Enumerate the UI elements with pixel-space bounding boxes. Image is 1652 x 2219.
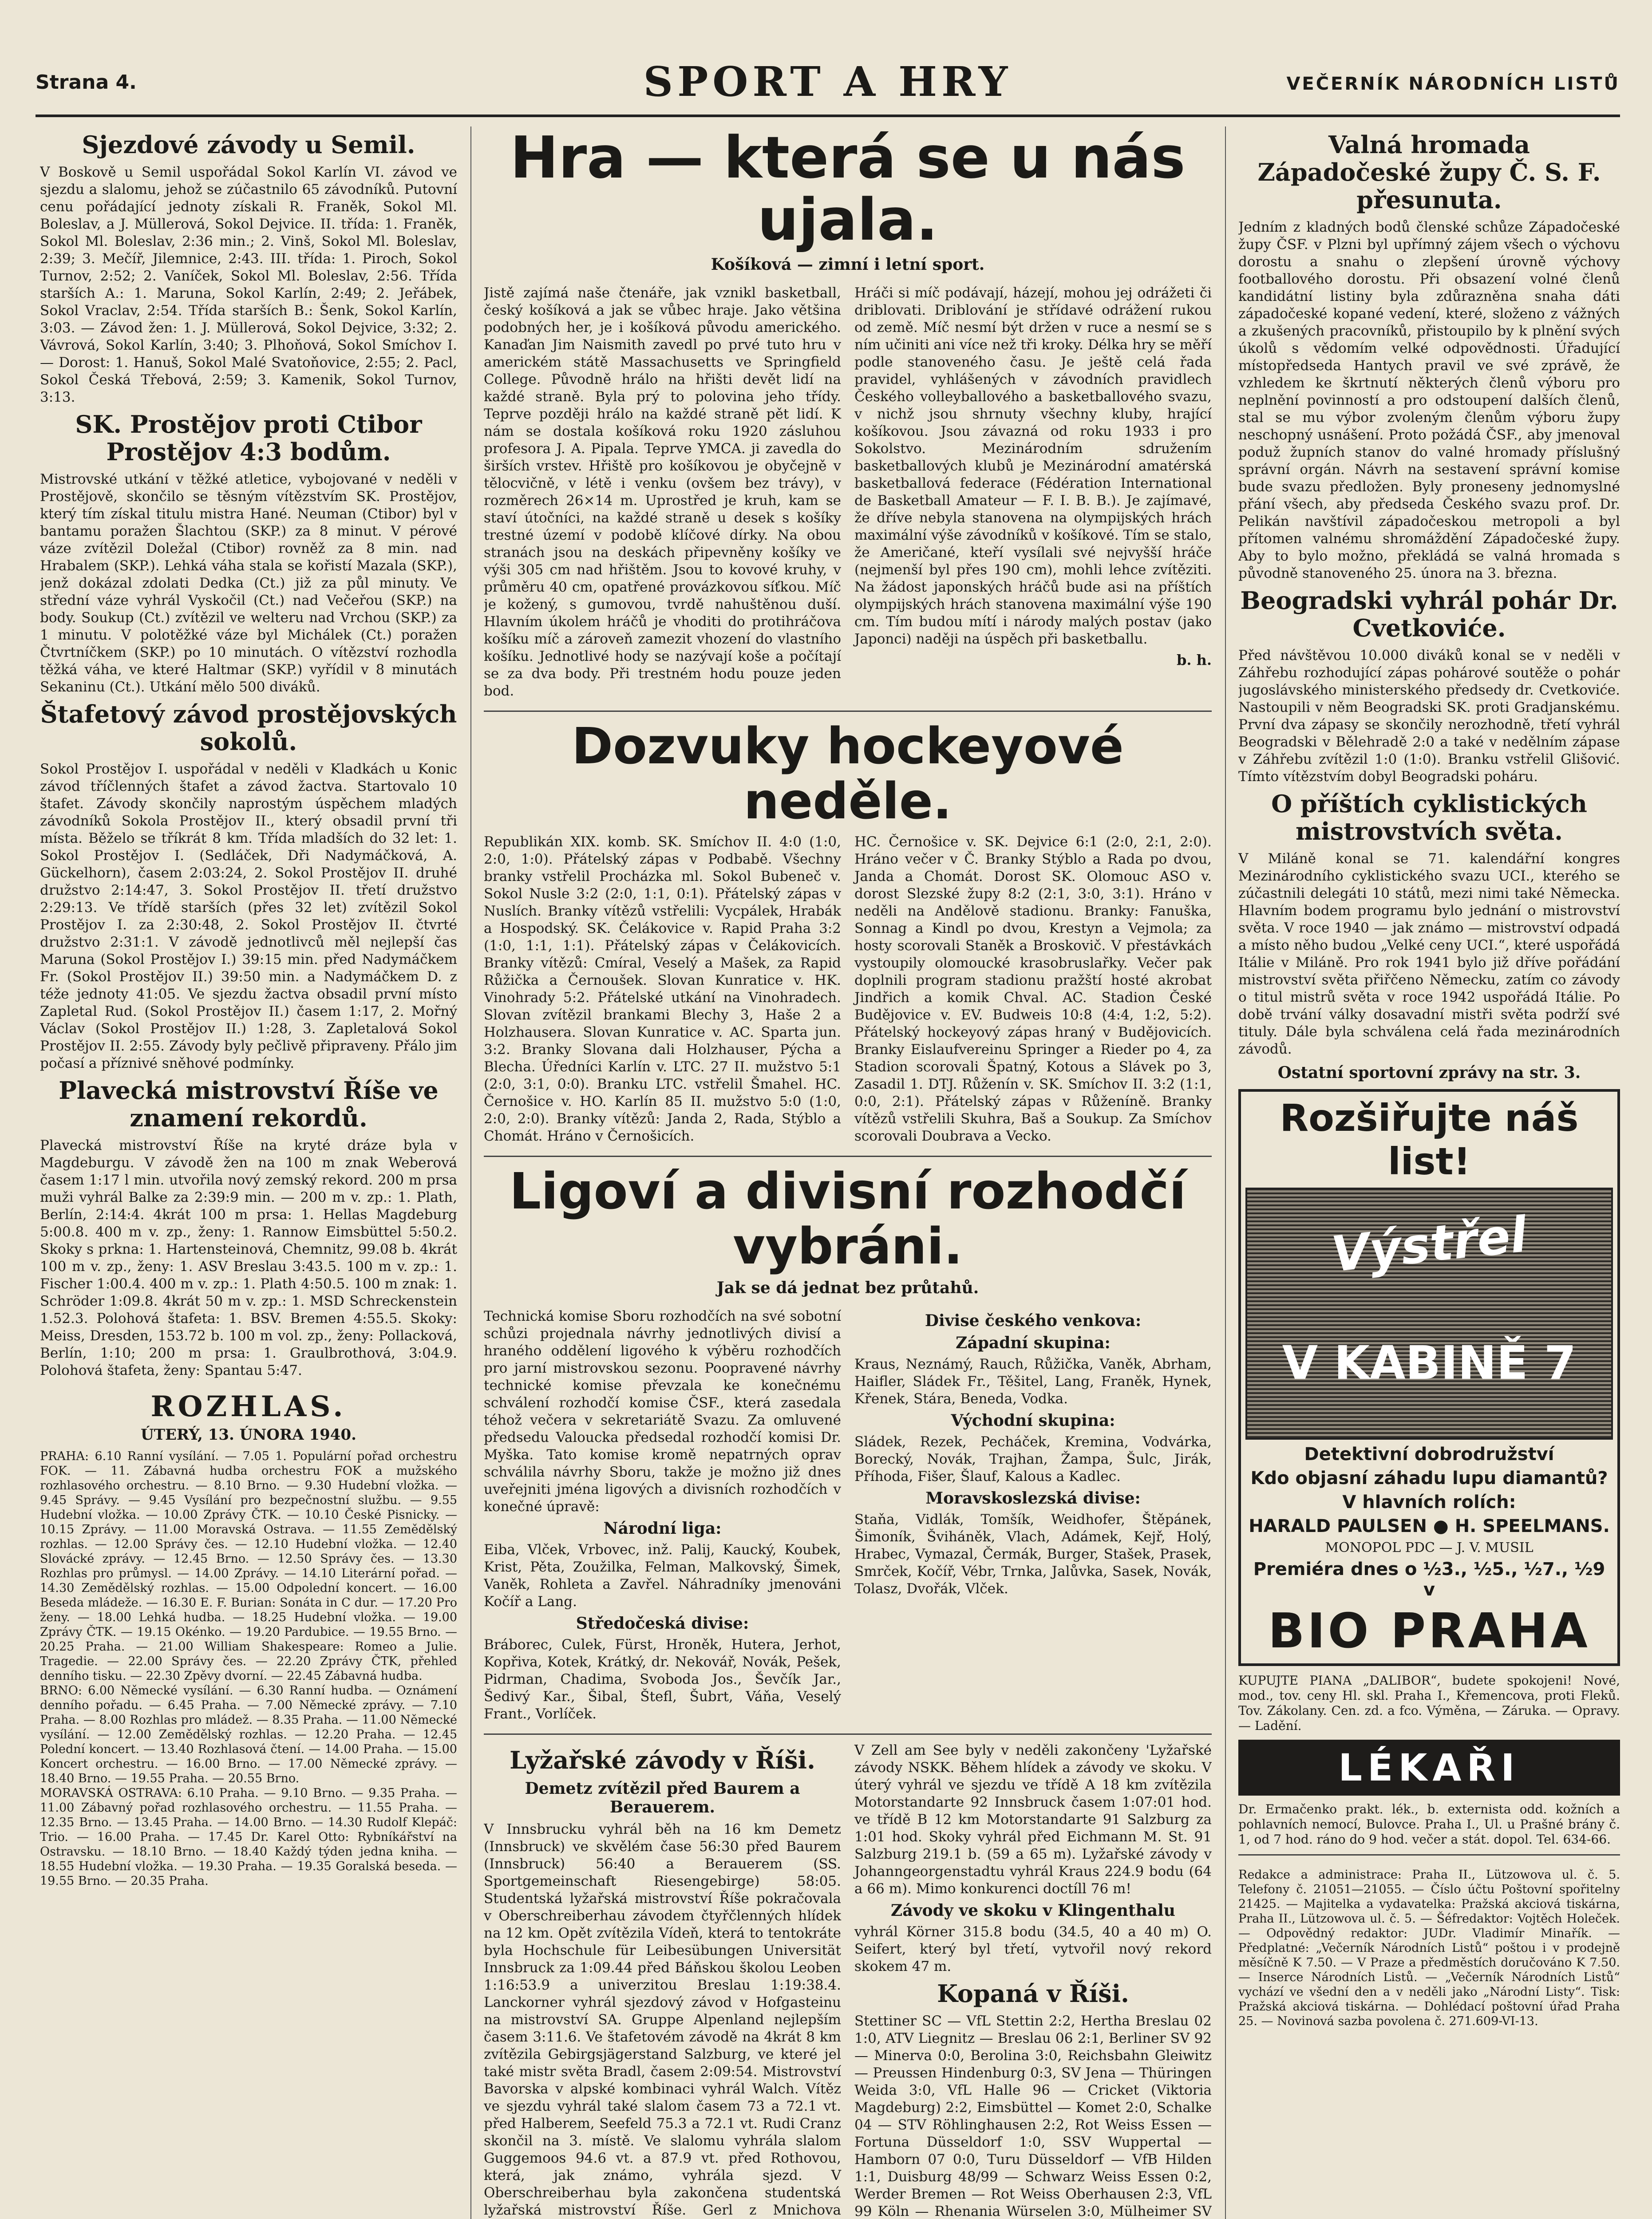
separator: [484, 1733, 1212, 1735]
hockey-columns: [484, 833, 1212, 1149]
article-text: Mistrovské utkání v těžké atletice, vybojované v neděli v Prostějově, skončilo se těsným vítězstvím SK. Prostějov, který tím získal titulu mistra Hané. Neuman (Ctibor) byl v bantamu poražen Šlachtou (SKP.) za 8 minut. V pérové váze zvítězil Doležal (Ctibor) rovněž za 8 min. nad Hrabalem (SKP.). Lehká váha stala se kořistí Mazala (SKP.), jenž dokázal zdolati Dedka (Ct.) již za půl minuty. Ve střední váze vyhrál Vyskočil (Ct.) nad Večeřou (SKP.) na body. Soukup (Ct.) zvítězil ve welteru nad Vrchou (SKP.) za 1 minutu. V polotěžké váze byl Michálek (Ct.) poražen Čtvrtníčkem (SKP.) po 10 minutách. O vítězství rozhodla těžká váha, ve které Haltmar (SKP.) vyřídil v 8 minutách Sekaninu (Ct.). Utkání mělo 500 diváků.: [40, 471, 457, 695]
referees-columns: [484, 1308, 1212, 1726]
film-cast: HARALD PAULSEN ● H. SPEELMANS.: [1249, 1516, 1610, 1536]
column-divider: [470, 126, 471, 2219]
article-title: Plavecká mistrovství Říše ve znamení rekordů.: [59, 1076, 439, 1132]
article-text: Sládek, Rezek, Pecháček, Kremina, Vodvárka, Borecký, Novák, Trajhan, Žampa, Šulc, Jirák, Příhoda, Fišer, Šlauf, Kalous a Kadlec.: [854, 1434, 1212, 1485]
doctor-ad: Dr. Ermačenko prakt. lék., b. externista odd. kožních a pohlavních nemocí, Bulovce. Praha I., Ul. u Prašné brány č. 1, od 7 hod. ráno do 9 hod. večer a stát. dopol. Tel. 634-66.: [1238, 1802, 1620, 1847]
headline-referees: Ligoví a divisní rozhodčí vybráni.: [509, 1163, 1186, 1275]
separator: [484, 1156, 1212, 1157]
article-text: Jistě zajímá naše čtenáře, jak vznikl basketball, český košíková a jak se vůbec hraje. Jako většina podobných her, je i košíková původu amerického. Kanaďan Jim Naismith zavedl po prvé tuto hru v americkém státě Massachusetts ve Springfield College. Původně hrálo na hřišti devět lidí na každé straně. Byla prý to polovina jeho třídy. Teprve později hrálo na každé straně pět lidí. K nám se dostala košíková roku 1920 zásluhou profesora J. A. Pipala. Teprve YMCA. ji zavedla do širších vrstev. Hřiště pro košíkovou je obyčejně v tělocvičně, v létě i venku (ovšem bez trávy), v rozměrech 26×14 m. Uprostřed je kruh, kam se staví útočníci, na každé straně u desek s košíky trestné území v podobě klíčové dírky. Na obou stranách jsou na deskách připevněny košíky ve výši 305 cm nad hřištěm. Jsou to kovové kruhy, v průměru 40 cm, opatřené provázkovou síťkou. Míč je kožený, s gumovou, tvrdě nahuštěnou duší. Hlavním úkolem hráčů je vhoditi do protihráčova košíku míč a zároveň zamezit vhození do vlastního košíku. Jednotlivé hody se nazývají koše a počítají se za dva body. Při trestném hodu pouze jeden bod.: [484, 285, 841, 699]
article-text: V Zell am See byly v neděli zakončeny 'Lyžařské závody NSKK. Během hlídek a závody ve skoku. V úterý vyhrál ve sjezdu ve třídě A 18 km zvítězila Motorstandarte 92 Innsbruck časem 1:07:01 hod. ve třídě B 12 km Motorstandarte 91 Salzburg za 1:01 hod. Skoky vyhrál před Eichmann M. St. 91 Salzburg 219.1 b. (59 a 65 m). Lyžařské závody v Johanngeorgenstadtu vyhrál Kraus 224.9 bodu (64 a 66 m). Mimo konkurenci doctíll 76 m!: [854, 1742, 1212, 1897]
page-header: [36, 58, 1620, 111]
page-number: Strana 4.: [36, 71, 137, 94]
article-text: Republikán XIX. komb. SK. Smíchov II. 4:0 (1:0, 2:0, 1:0). Přátelský zápas v Podbabě. Všechny branky vstřelil Procházka ml. Sokol Bubeneč v. Sokol Nusle 3:2 (2:0, 1:1, 0:1). Přátelský zápas v Nuslích. Branky vítězů vstřelili: Vycpálek, Hrabák a Hospodský. SK. Čelákovice v. Rapid Praha 3:2 (1:0, 1:1, 1:1). Přátelský zápas v Čelákovicích. Branky vítězů: Cmíral, Veselý a Mašek, za Rapid Růžička a Černoušek. Slovan Kunratice v. HK. Vinohrady 5:2. Přátelské utkání na Vinohradech. Slovan zvítězil brankami Blechy 3, Haše 2 a Holzhausera. Slovan Kunratice v. AC. Sparta jun. 3:2. Branky Slovana dali Holzhauser, Pýcha a Blecha. Úředníci Karlín v. LTC. 27 II. mužstvo 5:1 (2:0, 3:1, 0:0). Branku LTC. vstřelil Šmahel. HC. Černošice v. HO. Karlín 85 II. mužstvo 5:0 (1:0, 2:0, 2:0). Branky vítězů: Janda 2, Rada, Stýblo a Chomát. Hráno v Černošicích.: [484, 834, 841, 1144]
article-title: SK. Prostějov proti Ctibor Prostějov 4:3 bodům.: [75, 410, 422, 466]
film-premiere: Premiéra dnes o ½3., ½5., ½7., ½9 v: [1253, 1559, 1605, 1600]
article-title: O příštích cyklistických mistrovstvích světa.: [1271, 790, 1587, 845]
article-title: Štafetový závod prostějovských sokolů.: [40, 700, 457, 756]
basketball-columns: [484, 284, 1212, 703]
article-text: Hráči si míč podávají, házejí, mohou jej odrážeti či driblovati. Driblování je střídavé odrážení rukou od země. Míč nesmí být držen v ruce a nesmí se s ním učiniti ani více než tři kroky. Délka hry se měří podle stanoveného času. Je ještě celá řada pravidel, vyhlášených v závodních pravidlech Českého volleyballového a basketballového svazu, v nichž jsou shrnuty všechny kluby, hrající košíkovou. Jsou závazná od roku 1933 i pro Sokolstvo. Mezinárodním sdružením basketballových klubů je Mezinárodní amatérská basketballová federace (Fédération International de Basketball Amateur — F. I. B. B.). Je zajímavé, že dříve nebyla stanovena na olympijských hrách maximální výše závodníků v košíkové. Tím se stalo, že Američané, kteří vysílali své nejvyšší hráče (nejmenší byl přes 190 cm), mohli lehce zvítěziti. Na žádost japonských hráčů bude asi na příštích olympijských hrách stanovena maximální výše 190 cm. Tím budou mítí i národy malých postav (jako Japonci) naději na úspěch při basketballu.: [854, 285, 1212, 647]
article-text: Kraus, Neznámý, Rauch, Růžička, Vaněk, Abrham, Haifler, Sládek Fr., Těšitel, Lang, Franěk, Hynek, Křenek, Stára, Beneda, Vodka.: [854, 1356, 1212, 1407]
article-title: Lyžařské závody v Říši.: [510, 1746, 815, 1774]
separator: [1238, 1854, 1620, 1856]
article-text: V Innsbrucku vyhrál běh na 16 km Demetz (Innsbruck) ve skvělém čase 56:30 před Baurem (Innsbruck) 56:40 a Berauerem (SS. Sportgemeinschaft Riesengebirge) 58:05. Studentská lyžařská mistrovství Říše pokračovala v Oberschreiberhau závodem čtyřčlenných hlídek na 12 km. Opět zvítězila Vídeň, která to tentokráte byla Hochschule für Leibesübungen Universität Innsbruck za 1:09.44 před Báňskou školou Leoben 1:16:53.9 a univerzitou Breslau 1:19:38.4. Lanckorner vyhrál sjezdový závod v Hofgasteinu na mistrovství SA. Gruppe Alpenland nejlepším časem 3:11.6. Ve štafetovém závodě na 4krát 8 km zvítězila Gebirgsjägerstand Salzburg, ve které jel také mistr světa Bradl, časem 2:09:54. Mistrovství Bavorska v alpské kombinaci vyhrál Walch. Vítěz ve sjezdu vyhrál také slalom časem 73 a 72.1 vt. před Halberem, Seefeld 75.3 a 72.1 vt. Rudi Cranz skončil na 3. místě. Ve slalomu vyhrála slalom Guggemoos 94.6 vt. a 87.9 vt. před Rothovou, která, jak známo, vyhrála sjezd. V Oberschreiberhau byla zakončena studentská lyžařská mistrovství Říše. Gerl z Mnichova: [484, 1821, 841, 2218]
film-subtitle: V KABINĚ 7: [1282, 1336, 1577, 1390]
film-roles: V hlavních rolích:: [1342, 1492, 1516, 1512]
article-text: HC. Černošice v. SK. Dejvice 6:1 (2:0, 2:1, 2:0). Hráno večer v Č. Branky Stýblo a Rada po dvou, Janda a Chomát. Dorost SK. Olomouc ASO v. dorost Slezské župy 8:2 (2:1, 3:0, 3:1). Hráno v neděli na Andělově stadionu. Branky: Fanuška, Sonnag a Kindl po dvou, Krestyn a Vejmola; za hosty scorovali Staněk a Broskovič. V přestávkách vystoupily olomoucké krasobruslařky. Večer pak doplnili program stadionu pražští hosté akrobat Jindřich a komik Chval. AC. Stadion České Budějovice v. EV. Budweis 10:8 (4:4, 1:2, 5:2). Přátelský hockeyový zápas hraný v Budějovicích. Branky Eislaufvereinu Springer a Rieder po 4, za Stadion scorovali Špatný, Kotous a Slávek po 3, Zasadil 1. DTJ. Růženín v. SK. Smíchov II. 3:2 (1:1, 0:0, 2:1). Přátelský zápas v Růženíně. Branky vítězů vstřelili Skuhra, Baš a Soukup. Za Smíchov scorovali Doubrava a Vecko.: [854, 834, 1212, 1144]
headline-basketball: Hra — která se u nás ujala.: [510, 126, 1186, 253]
film-distributor: MONOPOL PDC — J. V. MUSIL: [1325, 1540, 1533, 1556]
subheadline-referees: Jak se dá jednat bez průtahů.: [716, 1279, 979, 1297]
separator: [484, 711, 1212, 712]
film-title: Výstřel: [1328, 1206, 1530, 1283]
more-sports-note: Ostatní sportovní zprávy na str. 3.: [1277, 1063, 1581, 1082]
author-sign: b. h.: [1176, 651, 1212, 668]
column-right: [1238, 126, 1620, 2219]
radio-title: ROZHLAS.: [150, 1390, 347, 1423]
article-title: Kopaná v Říši.: [937, 1979, 1129, 2008]
headline-hockey: Dozvuky hockeyové neděle.: [572, 718, 1124, 830]
subheadline-basketball: Košíková — zimní i letní sport.: [711, 255, 985, 274]
article-text: V Boskově u Semil uspořádal Sokol Karlín VI. závod ve sjezdu a slalomu, jehož se zúčastnilo 65 závodníků. Putovní cenu pořádající jednoty získali R. Franěk, Sokol Ml. Boleslav, a J. Müllerová, Sokol Dejvice. II. třída: 1. Franěk, Sokol Ml. Boleslav, 2:36 min.; 2. Vinš, Sokol Ml. Boleslav, 2:39; 3. Mečíř, Jilemnice, 2:43. III. třída: 1. Piroch, Sokol Turnov, 2:52; 2. Vaníček, Sokol Ml. Boleslav, 2:56. Třída starších A.: 1. Maruna, Sokol Karlín, 2:49; 2. Jeřábek, Sokol Vraclav, 2:54. Třída starších B.: Šenk, Sokol Karlín, 3:03. — Závod žen: 1. J. Müllerová, Sokol Dejvice, 3:32; 2. Vávrová, Sokol Karlín, 3:40; 3. Plhoňová, Sokol Smíchov I. — Dorost: 1. Hanuš, Sokol Malé Svatoňovice, 2:55; 2. Pacl, Sokol Česká Třebová, 2:59; 3. Kamenik, Sokol Turnov, 3:13.: [40, 164, 457, 405]
cinema-name: BIO PRAHA: [1268, 1603, 1590, 1659]
subsection-title: Středočeská divise:: [576, 1614, 749, 1633]
subsection-title: Východní skupina:: [951, 1411, 1115, 1430]
column-divider: [1225, 126, 1226, 2219]
piano-ad: KUPUJTE PIANA „DALIBOR“, budete spokojeni! Nové, mod., tov. ceny Hl. skl. Praha I., Křemencova, proti Fleků. Tov. Zákolany. Cen. zd. a fco. Výměna, — Záruka. — Opravy. — Ladění.: [1238, 1673, 1620, 1733]
article-text: Staňa, Vidlák, Tomšík, Weidhofer, Štěpánek, Šimoník, Šviháněk, Vlach, Adámek, Kejř, Holý, Hrabec, Vymazal, Čermák, Burger, Stašek, Prasek, Smrček, Kočíř, Vébr, Trnka, Jalůvka, Sasek, Novák, Tolasz, Dvořák, Vlček.: [854, 1512, 1212, 1597]
article-text: Stettiner SC — VfL Stettin 2:2, Hertha Breslau 02 1:0, ATV Liegnitz — Breslau 06 2:1, Berliner SV 92 — Minerva 0:0, Berolina 3:0, Reichsbahn Gleiwitz — Preussen Hindenburg 0:3, SV Jena — Thüringen Weida 3:0, VfL Halle 96 — Cricket (Viktoria Magdeburg) 2:2, Eimsbüttel — Komet 2:0, Schalke 04 — STV Röhlinghausen 2:2, Rot Weiss Essen — Fortuna Düsseldorf 1:0, SSV Wuppertal — Hamborn 07 0:0, Turu Düsseldorf — VfB Hilden 1:1, Duisburg 48/99 — Schwarz Weiss Essen 0:2, Werder Bremen — Rot Weiss Oberhausen 2:3, VfL 99 Köln — Rhenania Würselen 3:0, Mülheimer SV: [854, 2013, 1212, 2219]
film-poster: [1245, 1188, 1613, 1440]
article-text: Bráborec, Culek, Fürst, Hroněk, Hutera, Jerhot, Kopřiva, Kotek, Krátký, dr. Nekovář, Novák, Pešek, Pidrman, Chadima, Svoboda Jos., Ševčík Jar., Šedivý Kar., Šibal, Štefl, Šubrt, Váňa, Veselý Frant., Vorlíček.: [484, 1637, 841, 1722]
film-genre: Detektivní dobrodružství: [1304, 1444, 1554, 1465]
article-text: Jedním z kladných bodů členské schůze Západočeské župy ČSF. v Plzni byl upřímný zájem všech o výchovu dorostu a snahu o zlepšení úrovně výchovy footballového dorostu. Při obsazení volné členů kandidátní listiny byla zdůrazněna snaha dáti západočeské kopané vedení, které, složeno z vážných a zkušených pracovníků, přistoupilo by k plnění svých úkolů s vědomím velké odpovědnosti. Úřadující místopředseda Hantych pravil ve své zprávě, že vzhledem ke škrtnutí některých členů výboru pro neplnění povinností a pro odstoupení dalších členů, stal se mu výbor zvoleným členům výboru župy neschopný usnášení. Proto požádá ČSF., aby jmenoval poduž župních stanov do valné hromady příslušný správní orgán. Návrh na sestavení správní komise bude svazu předložen. Byly proneseny jednomyslné přání všech, aby předseda Českého svazu prof. Dr. Pelikán navštívil západočeskou metropoli a byl přítomen valnému shromáždění Západočeské župy. Aby to bylo možno, překládá se valná hromada s původně stanoveného 25. února na 3. března.: [1238, 219, 1620, 581]
radio-program: PRAHA: 6.10 Ranní vysílání. — 7.05 1. Populární pořad orchestru FOK. — 11. Zábavná hudba orchestru FOK a mužského rozhlasového orchestru. — 8.10 Brno. — 9.30 Hudební vložka. — 9.45 Správy. — 9.45 Vysílání pro bezpečnostní službu. — 9.55 Hudební vložka. — 10.00 Zprávy ČTK. — 10.10 České Pisnicky. — 10.15 Zprávy. — 11.00 Moravská Ostrava. — 11.55 Zemědělský rozhlas. — 12.00 Správy čes. — 12.10 Hudební vložka. — 12.40 Slovácké zprávy. — 12.45 Brno. — 12.50 Správy čes. — 13.30 Rozhlas pro průmysl. — 14.00 Zprávy. — 14.10 Literární pořad. — 14.30 Zemědělský rozhlas. — 15.00 Odpolední koncert. — 16.00 Beseda mládeže. — 16.30 E. F. Burian: Sonáta in C dur. — 17.20 Pro ženy. — 18.00 Lehká hudba. — 18.25 Hudební vložka. — 19.00 Zprávy ČTK. — 19.15 Okénko. — 19.20 Pardubice. — 19.55 Brno. — 20.25 Praha. — 21.00 William Shakespeare: Romeo a Julie. Tragedie. — 22.00 Správy čes. — 22.20 Zprávy ČTK, přehled denního tisku. — 22.30 Zpěvy dvorní. — 22.45 Zábavná hudba. BRNO: 6.00 Německé vysílání. — 6.30 Ranní hudba. — Oznámení denního pořadu. — 6.45 Praha. — 7.00 Německé zprávy. — 7.10 Praha. — 8.00 Rozhlas pro mládež. — 8.35 Praha. — 11.00 Německé vysílání. — 12.00 Zemědělský rozhlas. — 12.20 Praha. — 12.45 Polední koncert. — 13.40 Rozhlasová čtení. — 14.00 Praha. — 15.00 Koncert orchestru. — 16.00 Brno. — 17.00 Německé zprávy. — 18.40 Brno. — 19.55 Praha. — 20.55 Brno. MORAVSKÁ OSTRAVA: 6.10 Praha. — 9.10 Brno. — 9.35 Praha. — 11.00 Zábavný pořad rozhlasového orchestru. — 11.55 Praha. — 12.35 Brno. — 13.45 Praha. — 14.00 Brno. — 14.30 Rudolf Klepáč: Trio. — 16.00 Praha. — 17.45 Dr. Karel Otto: Rybníkářství na Ostravsku. — 18.10 Brno. — 18.40 Každý týden jedna kniha. — 18.55 Hudební vložka. — 19.30 Praha. — 19.35 Goralská beseda. — 19.55 Brno. — 20.35 Praha.: [40, 1449, 457, 1888]
subsection-title: Západní skupina:: [956, 1334, 1111, 1352]
impressum: Redakce a administrace: Praha II., Lützowova ul. č. 5. Telefony č. 21051—21055. — Číslo účtu Poštovní spořitelny 21425. — Majitelka a vydavatelka: Pražská akciová tiskárna, Praha II., Lützowova ul. č. 5. — Šéfredaktor: Vojtěch Holeček. — Odpovědný redaktor: JUDr. Vladimír Minařík. — Předplatné: „Večerník Národních Listů“ poštou i v prodejně měsíčně K 7.50. — V Praze a předměstích doručováno K 7.50. — Inserce Národních Listů. — „Večerník Národních Listů“ vychází ve všední den a v neděli jako „Národní Listy“. Tisk: Pražská akciová tiskárna. — Dohlédací poštovní úřad Praha 25. — Novinová sazba povolena č. 271.609-VI-13.: [1238, 1868, 1620, 2028]
lower-columns: [484, 1742, 1212, 2219]
article-text: V Miláně konal se 71. kalendářní kongres Mezinárodního cyklistického svazu UCI., kterého se zúčastnili delegáti 10 států, mezi nimi také Německa. Hlavním bodem programu bylo jednání o mistrovství světa. V roce 1940 — jak známo — mistrovství odpadá a místo něho budou „Velké ceny UCI.“, které uspořádá Itálie v Miláně. Pro rok 1941 bylo již dříve pořádání mistrovství světa přiřčeno Německu, zatím co závody o titul mistrů světa v roce 1942 uspořádá Itálie. Po době trvání války dosavadní mistři světa podrží své tituly. Dále byla schválena celá řada mezinárodních závodů.: [1238, 851, 1620, 1057]
article-text: Sokol Prostějov I. uspořádal v neděli v Kladkách u Konic závod tříčlenných štafet a závod žactva. Startovalo 10 štafet. Závody skončily naprostým úspěchem mladých závodníků Sokola Prostějov II., který obsadil první tři místa. Běželo se tříkrát 8 km. Třída mladších do 32 let: 1. Sokol Prostějov I. (Sedláček, Dři Nadymáčková, A. Gückelhorn), časem 2:03:24, 2. Sokol Prostějov II. druhé družstvo 2:14:47, 3. Sokol Prostějov II. třetí družstvo 2:29:13. Ve třídě starších (přes 32 let) zvítězil Sokol Prostějov I. za 2:30:48, 2. Sokol Prostějov II. čtvrté družstvo 2:31:1. V závodě jednotlivců měl nejlepší čas Maruna (Sokol Prostějov I.) 39:15 min. před Nadymáčkem Fr. (Sokol Prostějov II.) 39:50 min. a Nadymáčkem D. z téže jednoty 41:05. Ve sjezdu žactva obsadil první místo Zapletal Rud. (Sokol Prostějov II.) časem 1:17, 2. Mořný Václav (Sokol Prostějov II.) 1:28, 3. Zapletalová Sokol Prostějov II. 2:55. Závody byly pečlivě připraveny. Přálo jim počasí a příznivé sněhové podmínky.: [40, 761, 457, 1071]
ad-subscribe-title: Rozšiřujte náš list!: [1280, 1096, 1579, 1183]
doctors-banner: LÉKAŘI: [1238, 1740, 1620, 1796]
article-subtitle: Demetz zvítězil před Baurem a Berauerem.: [525, 1779, 800, 1816]
film-question: Kdo objasní záhadu lupu diamantů?: [1250, 1468, 1608, 1489]
subsection-title: Závody ve skoku v Klingenthalu: [891, 1901, 1175, 1920]
article-text: Plavecká mistrovství Říše na kryté dráze byla v Magdeburgu. V závodě žen na 100 m znak Weberová časem 1:17 l min. utvořila nový zemský rekord. 200 m prsa muži vyhrál Balke za 2:39:9 min. — 200 m v. zp.: 1. Plath, Berlín, 2:14:4. 4krát 100 m prsa: 1. Hellas Magdeburg 5:00.8. 400 m v. zp., ženy: 1. Rannow Eimsbüttel 5:50.2. Skoky s prkna: 1. Hartensteinová, Chemnitz, 99.08 b. 4krát 100 m v. zp., ženy: 1. ASV Breslau 3:43.5. 100 m v. zp.: 1. Fischer 1:00.4. 400 m v. zp.: 1. Plath 4:50.5. 100 m znak: 1. Schröder 1:09.8. 4krát 50 m v. zp.: 1. MSD Schreckenstein 1.52.3. Polohová štafeta: 1. BSV. Bremen 4:55.5. Skoky: Meiss, Dresden, 153.72 b. 100 m vol. zp., ženy: Pollacková, Berlín, 1:10; 200 m prsa: 1. Graulbrothová, 3:04.9. Polohová štafeta, ženy: Spantau 5:47.: [40, 1137, 457, 1378]
subsection-title: Národní liga:: [603, 1519, 722, 1538]
article-text: vyhrál Körner 315.8 bodu (34.5, 40 a 40 m) O. Seifert, který byl třetí, vytvořil nový rekord skokem 47 m.: [854, 1924, 1212, 1974]
subsection-title: Divise českého venkova:: [925, 1311, 1142, 1330]
article-title: Sjezdové závody u Semil.: [82, 130, 415, 159]
article-text: Eiba, Vlček, Vrbovec, inž. Palij, Kaucký, Koubek, Krist, Pěta, Zoužilka, Felman, Malkovský, Šimek, Vaněk, Rohleta a Zavřel. Náhradníky jmenováni Kočíř a Lang.: [484, 1542, 841, 1610]
article-text: Před návštěvou 10.000 diváků konal se v neděli v Záhřebu rozhodující zápas pohárové soutěže o pohár jugoslávského ministerského předsedy dr. Cvetkoviće. Nastoupili v něm Beogradski SK. proti Gradjanskému. První dva zápasy se skončily nerozhodně, třetí vyhrál Beogradski v Bělehradě 2:0 a také v nedělním zápase v Záhřebu zvítězil 1:0 (1:0). Branku vstřelil Glišović. Tímto vítězstvím dobyl Beogradski poháru.: [1238, 648, 1620, 785]
column-main: [484, 126, 1212, 2219]
article-text: Technická komise Sboru rozhodčích na své sobotní schůzi projednala návrhy jednotlivých divisí a hraného oddělení ligového k výběru rozhodčích pro jarní mistrovskou sezonu. Poopravené návrhy technické komise převzala ke konečnému schválení rozhodčí komise ČSF., která zasedala téhož večera v sekretariátě Svazu. Za omluvené předsedu Valoucka předsedal rozhodčí komisi Dr. Myška. Tato komise kromě nepatrných oprav schválila návrhy Sboru, takže je možno již dnes uveřejniti jména ligových a divisních rozhodčích v konečné úpravě:: [484, 1308, 841, 1515]
column-left: [40, 126, 457, 2219]
article-title: Beogradski vyhrál pohár Dr. Cvetkoviće.: [1240, 586, 1618, 642]
ad-subscribe: [1238, 1089, 1620, 1666]
paper-name: VEČERNÍK NÁRODNÍCH LISTŮ: [1286, 74, 1620, 94]
article-title: Valná hromada Západočeské župy Č. S. F. přesunuta.: [1257, 130, 1601, 214]
header-rule: [36, 115, 1620, 117]
section-title: SPORT A HRY: [643, 58, 1012, 106]
subsection-title: Moravskoslezská divise:: [925, 1489, 1141, 1508]
radio-date: ÚTERÝ, 13. ÚNORA 1940.: [141, 1426, 356, 1444]
